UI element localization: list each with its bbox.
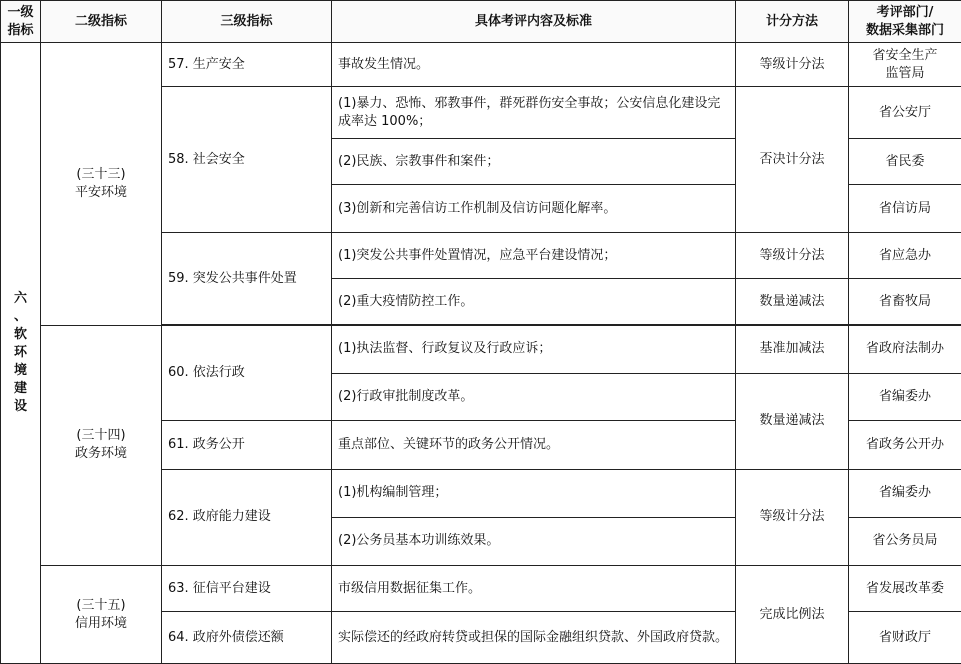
table-row xyxy=(1,325,961,373)
dept-61: 省政务公开办 xyxy=(849,420,961,469)
content-62-1: (1)机构编制管理； xyxy=(332,469,736,517)
content-64: 实际偿还的经政府转贷或担保的国际金融组织贷款、外国政府贷款。 xyxy=(332,612,736,664)
group-34-cell: (三十四) 政务环境 xyxy=(41,325,162,566)
group-33-cell: (三十三) 平安环境 xyxy=(41,43,162,326)
dept-59-1: 省应急办 xyxy=(849,233,961,279)
method-58: 否决计分法 xyxy=(736,87,849,233)
level3-58: 58. 社会安全 xyxy=(162,87,332,233)
method-59-1: 等级计分法 xyxy=(736,233,849,279)
header-row xyxy=(1,1,961,43)
header-level3: 三级指标 xyxy=(162,1,332,43)
level3-64: 64. 政府外债偿还额 xyxy=(162,612,332,664)
dept-63: 省发展改革委 xyxy=(849,566,961,612)
header-content: 具体考评内容及标准 xyxy=(332,1,736,43)
content-61: 重点部位、关键环节的政务公开情况。 xyxy=(332,420,736,469)
level3-63: 63. 征信平台建设 xyxy=(162,566,332,612)
dept-64: 省财政厅 xyxy=(849,612,961,664)
content-60-1: (1)执法监督、行政复议及行政应诉； xyxy=(332,325,736,373)
dept-57: 省安全生产 监管局 xyxy=(849,43,961,87)
header-level1: 一级 指标 xyxy=(1,1,41,43)
level3-60: 60. 依法行政 xyxy=(162,325,332,420)
level3-59: 59. 突发公共事件处置 xyxy=(162,233,332,325)
content-58-2: (2)民族、宗教事件和案件； xyxy=(332,139,736,185)
method-59-2: 数量递减法 xyxy=(736,279,849,325)
group-35-cell: (三十五) 信用环境 xyxy=(41,566,162,664)
dept-62-1: 省编委办 xyxy=(849,469,961,517)
dept-60-1: 省政府法制办 xyxy=(849,325,961,373)
level3-61: 61. 政务公开 xyxy=(162,420,332,469)
method-63-64: 完成比例法 xyxy=(736,566,849,664)
content-59-1: (1)突发公共事件处置情况，应急平台建设情况； xyxy=(332,233,736,279)
method-60-1: 基准加减法 xyxy=(736,325,849,373)
dept-58-3: 省信访局 xyxy=(849,185,961,233)
header-dept: 考评部门/ 数据采集部门 xyxy=(849,1,961,43)
header-level2: 二级指标 xyxy=(41,1,162,43)
level3-62: 62. 政府能力建设 xyxy=(162,469,332,565)
table-row xyxy=(1,566,961,612)
content-63: 市级信用数据征集工作。 xyxy=(332,566,736,612)
content-58-1: (1)暴力、恐怖、邪教事件，群死群伤安全事故；公安信息化建设完成率达 100%； xyxy=(332,87,736,139)
dept-62-2: 省公务员局 xyxy=(849,517,961,565)
table-row xyxy=(1,43,961,87)
method-62: 等级计分法 xyxy=(736,469,849,565)
content-62-2: (2)公务员基本功训练效果。 xyxy=(332,517,736,565)
level1-cell: 六 、 软 环 境 建 设 xyxy=(1,43,41,664)
header-method: 计分方法 xyxy=(736,1,849,43)
method-57: 等级计分法 xyxy=(736,43,849,87)
content-57: 事故发生情况。 xyxy=(332,43,736,87)
dept-59-2: 省畜牧局 xyxy=(849,279,961,325)
content-58-3: (3)创新和完善信访工作机制及信访问题化解率。 xyxy=(332,185,736,233)
content-60-2: (2)行政审批制度改革。 xyxy=(332,373,736,420)
level3-57: 57. 生产安全 xyxy=(162,43,332,87)
method-60-61: 数量递减法 xyxy=(736,373,849,469)
dept-58-1: 省公安厅 xyxy=(849,87,961,139)
dept-58-2: 省民委 xyxy=(849,139,961,185)
dept-60-2: 省编委办 xyxy=(849,373,961,420)
content-59-2: (2)重大疫情防控工作。 xyxy=(332,279,736,325)
